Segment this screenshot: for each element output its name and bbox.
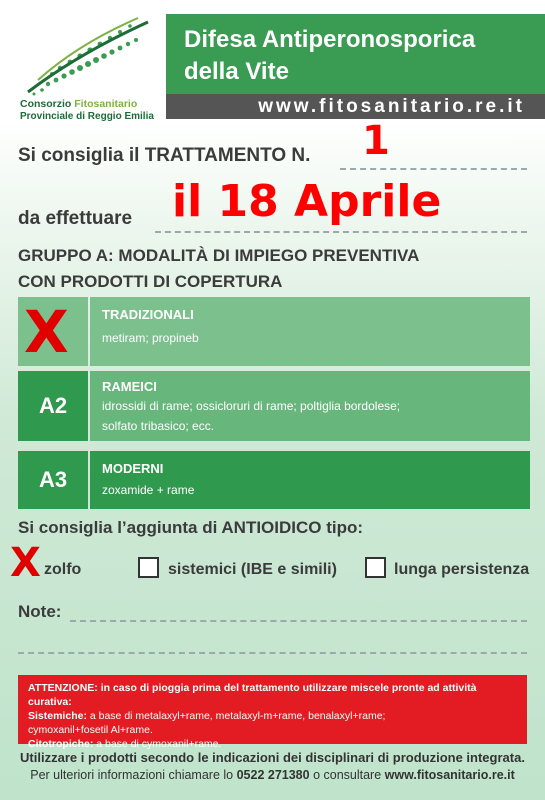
treatment-date: il 18 Aprile — [172, 176, 442, 227]
treatment-number-line — [340, 168, 527, 170]
logo — [8, 14, 158, 122]
notes-label: Note: — [18, 602, 62, 621]
notes-line-1[interactable] — [70, 620, 527, 622]
option-zolfo-label: zolfo — [44, 561, 82, 578]
treatment-number: 1 — [362, 118, 390, 164]
leaf-logo-icon — [8, 14, 158, 98]
cross-mark: X — [24, 298, 69, 366]
row-code: A2 — [18, 371, 88, 441]
warning-box: ATTENZIONE: in caso di pioggia prima del trattamento utilizzare miscele pronte ad attività curativa: Sistemiche: a base di metalaxyl+rame, metalaxyl-m+rame, benalaxyl+rame; cymoxanil+fosetil Al+rame. Citotropiche: a base di cymoxanil+rame. — [18, 675, 527, 744]
antioidico-title: Si consiglia l’aggiunta di ANTIOIDICO tipo: — [18, 518, 364, 537]
title-banner — [166, 14, 545, 94]
notes-line-2[interactable] — [18, 652, 527, 654]
option-lunga-persistenza-label: lunga persistenza — [394, 561, 530, 578]
row-items: idrossidi di rame; ossicloruri di rame; poltiglia bordolese; — [102, 399, 401, 413]
row-items: metiram; propineb — [102, 331, 199, 345]
header — [0, 0, 545, 122]
date-line — [155, 231, 527, 233]
footer-contact: Per ulteriori informazioni chiamare lo 0522 271380 o consultare www.fitosanitario.re.it — [30, 768, 515, 782]
website-url[interactable]: www.fitosanitario.re.it — [166, 94, 545, 119]
page-title: Difesa Antiperonosporica della Vite — [184, 26, 476, 85]
row-body — [90, 297, 530, 366]
row-heading: MODERNI — [102, 461, 164, 476]
row-items: zoxamide + rame — [102, 483, 195, 497]
phone-number: 0522 271380 — [236, 768, 310, 782]
row-code: A3 — [18, 451, 88, 509]
option-lunga-persistenza-checkbox[interactable] — [365, 557, 386, 578]
logo-text-line1: Consorzio Fitosanitario — [20, 98, 138, 110]
zolfo-cross-mark[interactable]: X — [10, 540, 41, 586]
option-sistemici-label: sistemici (IBE e simili) — [168, 561, 337, 578]
footer-site-link[interactable]: www.fitosanitario.re.it — [384, 768, 515, 782]
row-heading: TRADIZIONALI — [102, 307, 194, 322]
treatment-label: Si consiglia il TRATTAMENTO N. — [18, 145, 311, 166]
group-a-title: GRUPPO A: MODALITÀ DI IMPIEGO PREVENTIVA CON PRODOTTI DI COPERTURA — [18, 246, 420, 291]
logo-text-line2: Provinciale di Reggio Emilia — [20, 111, 154, 122]
row-items: solfato tribasico; ecc. — [102, 419, 215, 433]
date-label: da effettuare — [18, 208, 133, 229]
footer-note: Utilizzare i prodotti secondo le indicazioni dei disciplinari di produzione integrata. — [20, 750, 525, 765]
row-heading: RAMEICI — [102, 379, 157, 394]
option-sistemici-checkbox[interactable] — [138, 557, 159, 578]
row-body — [90, 451, 530, 509]
row-body — [90, 371, 530, 441]
